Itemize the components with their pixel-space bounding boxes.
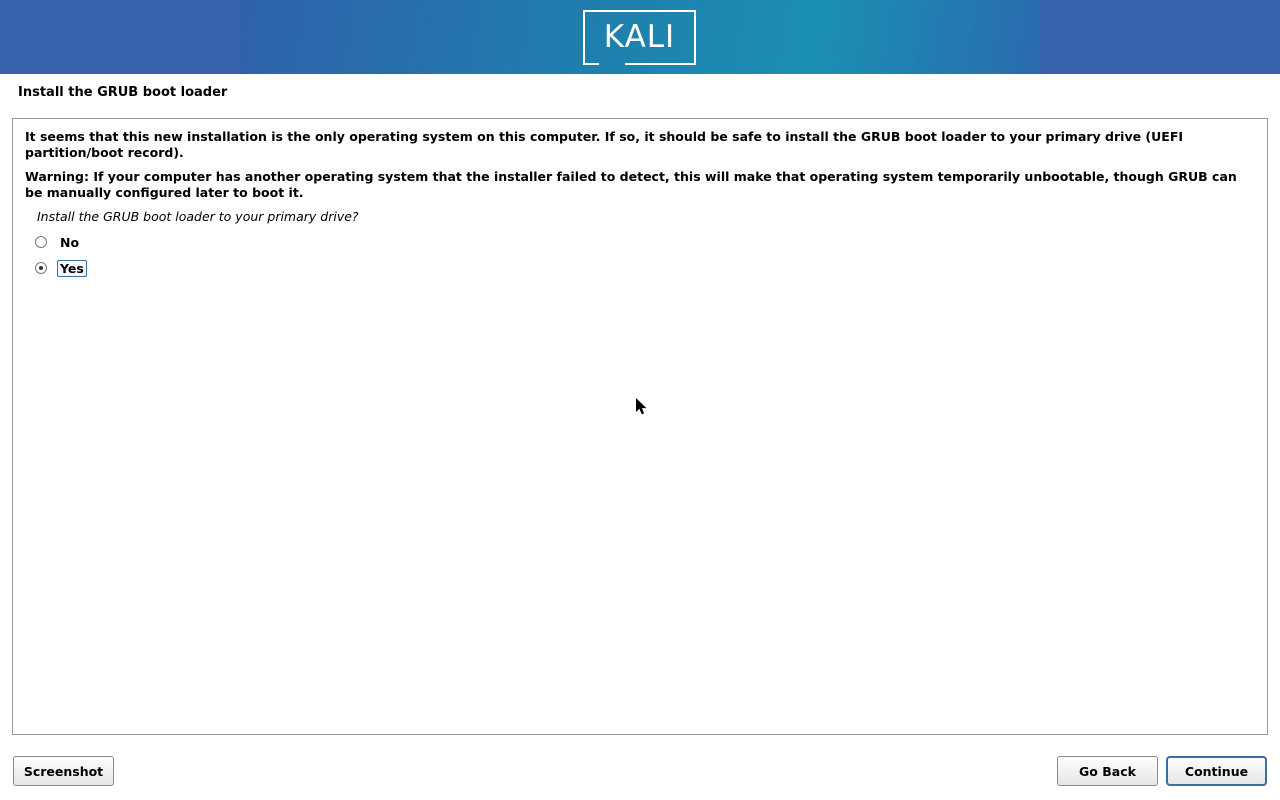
go-back-button[interactable]: Go Back	[1057, 756, 1158, 786]
radio-label-yes[interactable]: Yes	[57, 260, 87, 277]
content-panel	[12, 118, 1268, 735]
continue-button[interactable]: Continue	[1166, 756, 1267, 786]
radio-icon-yes[interactable]	[35, 262, 47, 274]
kali-logo-notch	[599, 62, 625, 66]
question-label: Install the GRUB boot loader to your primary drive?	[37, 209, 359, 224]
kali-logo-text: KALI	[603, 19, 676, 55]
page-title: Install the GRUB boot loader	[18, 85, 228, 100]
radio-option-no[interactable]	[35, 232, 1255, 252]
warning-paragraph: Warning: If your computer has another operating system that the installer failed to detect, this will make that operating system temporarily unbootable, though GRUB can be manually configured later to boot it.	[25, 169, 1237, 200]
mouse-cursor-icon	[636, 398, 648, 416]
info-paragraph: It seems that this new installation is the only operating system on this computer. If so, it should be safe to install the GRUB boot loader to your primary drive (UEFI partition/boot record).	[25, 129, 1184, 160]
kali-logo	[583, 10, 696, 65]
radio-option-yes[interactable]	[35, 258, 1255, 278]
radio-icon-no[interactable]	[35, 236, 47, 248]
kali-banner	[0, 0, 1280, 74]
radio-label-no[interactable]: No	[60, 234, 80, 250]
screenshot-button[interactable]: Screenshot	[13, 756, 114, 786]
